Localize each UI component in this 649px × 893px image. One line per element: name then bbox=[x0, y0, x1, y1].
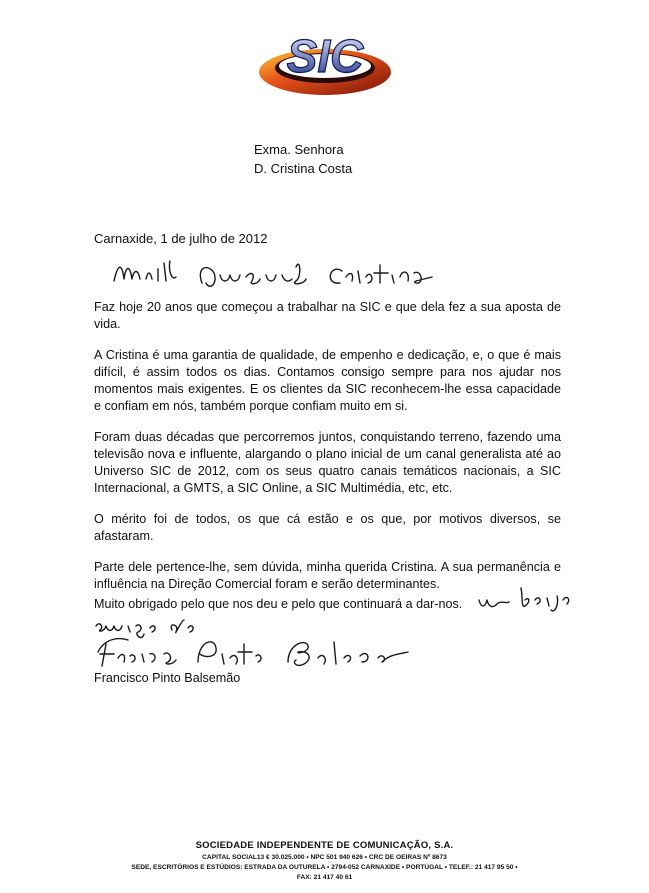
handwritten-signature bbox=[92, 632, 412, 674]
paragraph-6: Muito obrigado pelo que nos deu e pelo que continuará a dar-nos. bbox=[94, 597, 463, 611]
recipient-line-1: Exma. Senhora bbox=[254, 142, 344, 157]
paragraph-4: O mérito foi de todos, os que cá estão e os que, por motivos diversos, se afastaram. bbox=[94, 512, 561, 543]
paragraph-5: Parte dele pertence-lhe, sem dúvida, minha querida Cristina. A sua permanência e influência na Direção Comercial foram e serão determinantes. bbox=[94, 560, 561, 591]
footer-capital: CAPITAL SOCIAL13 € 30.025.000 • NPC 501 940 626 • CRC DE OEIRAS Nº 8673 bbox=[202, 854, 447, 861]
footer-address: SEDE, ESCRITÓRIOS E ESTÚDIOS: ESTRADA DA OUTURELA • 2794-052 CARNAXIDE • PORTUGAL • TELEF.: 21 417 95 50 • bbox=[131, 864, 518, 871]
date-line: Carnaxide, 1 de julho de 2012 bbox=[94, 231, 268, 246]
footer-company: SOCIEDADE INDEPENDENTE DE COMUNICAÇÃO, S.A. bbox=[195, 840, 454, 851]
letter-body bbox=[94, 299, 561, 599]
paragraph-1: Faz hoje 20 anos que começou a trabalhar na SIC e que dela fez a sua aposta de vida. bbox=[94, 300, 561, 331]
recipient-block bbox=[254, 140, 352, 178]
signer-name: Francisco Pinto Balsemão bbox=[94, 671, 241, 685]
handwritten-salutation bbox=[110, 255, 440, 293]
sic-logo bbox=[256, 22, 394, 98]
logo-text: SIC bbox=[286, 30, 364, 82]
handwritten-closing bbox=[475, 582, 575, 614]
footer-fax: FAX: 21 417 40 61 bbox=[296, 874, 353, 881]
paragraph-3: Foram duas décadas que percorremos juntos, conquistando terreno, fazendo uma televisão nova e influente, alargando o plano inicial de um canal generalista até ao Universo SIC de 2012, com os seus quatro canais temáticos nacionais, a SIC Internacional, a GMTS, a SIC Online, a SIC Multimédia, etc, etc. bbox=[94, 430, 561, 495]
recipient-line-2: D. Cristina Costa bbox=[254, 161, 353, 176]
paragraph-2: A Cristina é uma garantia de qualidade, de empenho e dedicação, e, o que é mais difícil, é assim todos os dias. Contamos consigo sempre para nos ajudar nos momentos mais exigentes. E os clientes da SIC reconhecem-lhe essa capacidade e confiam em nós, também porque confiam muito em si. bbox=[94, 348, 561, 413]
